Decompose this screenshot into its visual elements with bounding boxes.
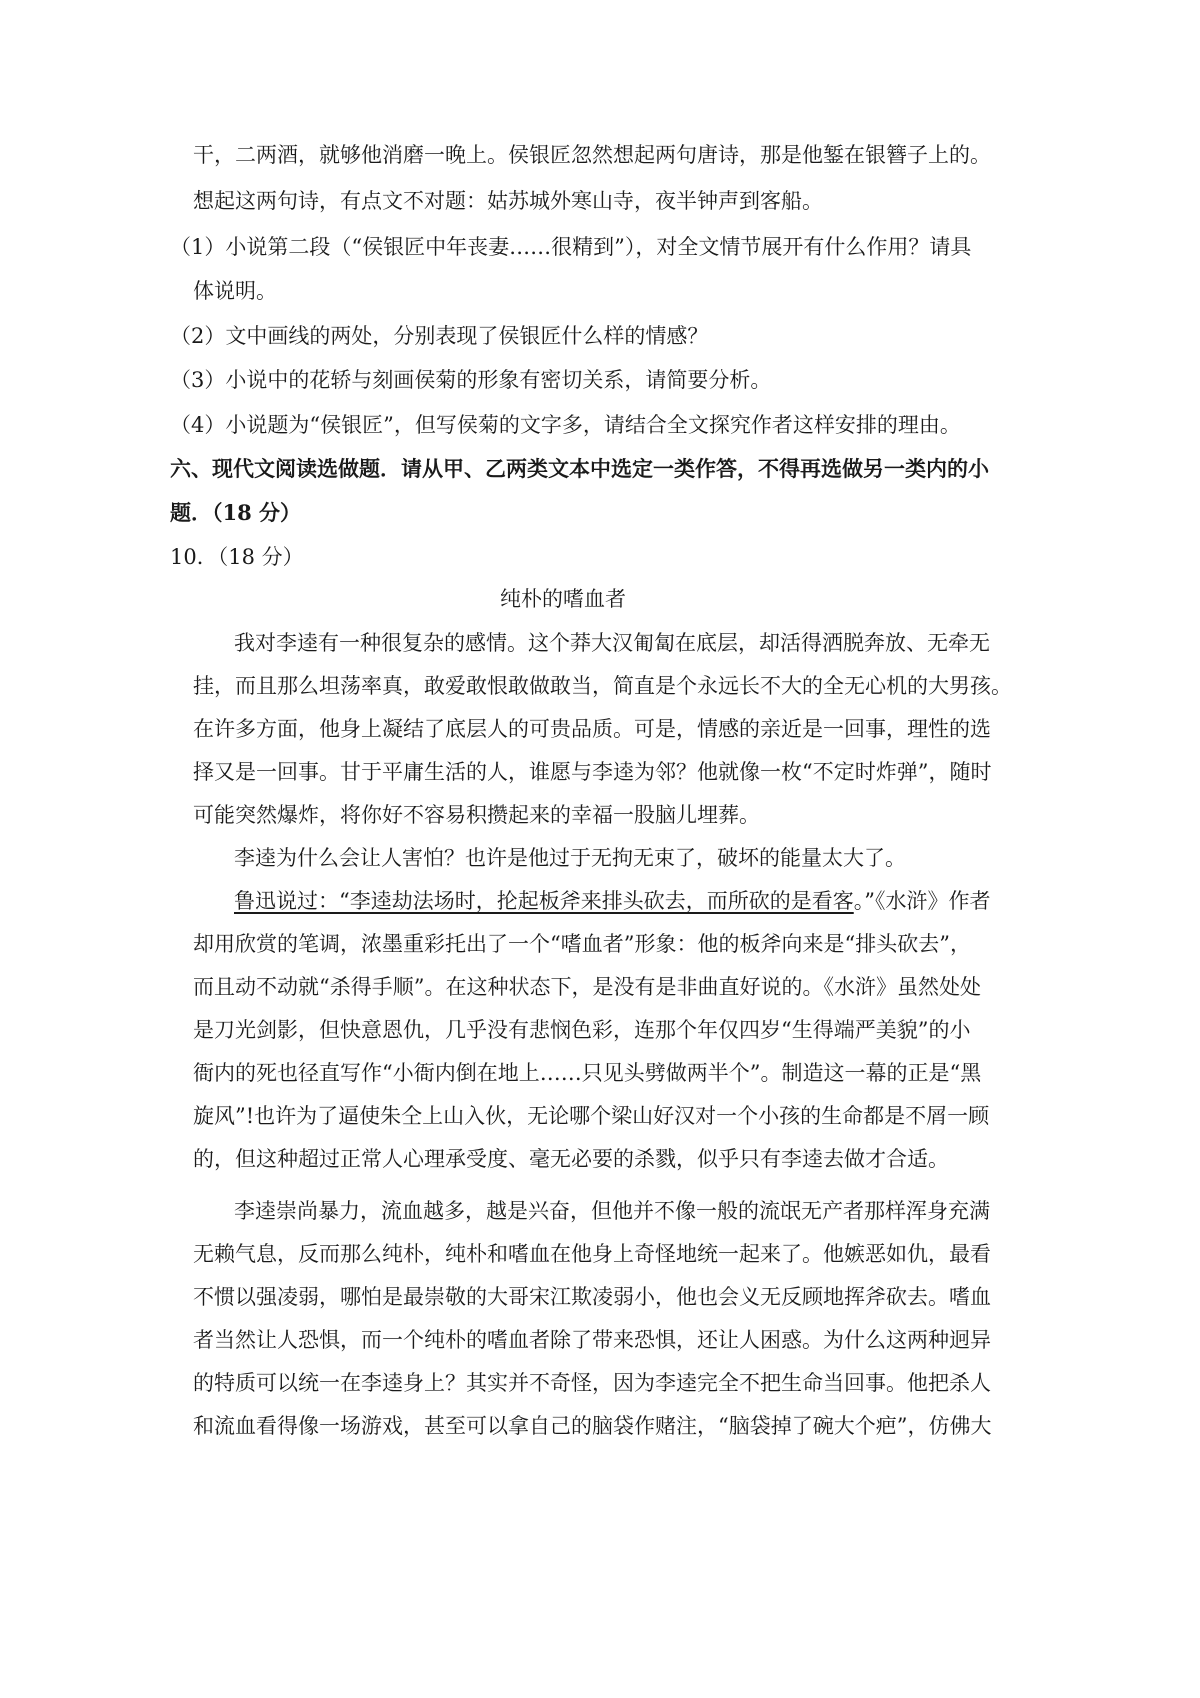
question-2: （2）文中画线的两处，分别表现了侯银匠什么样的情感？ xyxy=(170,324,709,348)
article-p3-line-6: 旋风”!也许为了逼使朱仝上山入伙，无论哪个梁山好汉对一个小孩的生命都是不屑一顾 xyxy=(193,1104,990,1128)
article-p4-line-5: 的特质可以统一在李逵身上？其实并不奇怪，因为李逵完全不把生命当回事。他把杀人 xyxy=(193,1371,991,1395)
question-3: （3）小说中的花轿与刻画侯菊的形象有密切关系，请简要分析。 xyxy=(170,368,772,392)
question-4: （4）小说题为“侯银匠”，但写侯菊的文字多，请结合全文探究作者这样安排的理由。 xyxy=(170,413,961,437)
article-p1-line-3: 在许多方面，他身上凝结了底层人的可贵品质。可是，情感的亲近是一回事，理性的选 xyxy=(193,717,991,741)
article-p3-line-7: 的，但这种超过正常人心理承受度、毫无必要的杀戮，似乎只有李逵去做才合适。 xyxy=(193,1147,949,1171)
article-p4-line-1: 李逵崇尚暴力，流血越多，越是兴奋，但他并不像一般的流氓无产者那样浑身充满 xyxy=(234,1199,990,1223)
article-title: 纯朴的嗜血者 xyxy=(500,587,626,611)
article-p2: 李逵为什么会让人害怕？也许是他过于无拘无束了，破坏的能量太大了。 xyxy=(234,846,906,870)
section-6-heading-line-1: 六、现代文阅读选做题．请从甲、乙两类文本中选定一类作答，不得再选做另一类内的小 xyxy=(170,456,989,481)
article-p3-line-1 xyxy=(234,886,990,916)
article-p1-line-5: 可能突然爆炸，将你好不容易积攒起来的幸福一股脑儿埋葬。 xyxy=(193,803,760,827)
article-p4-line-2: 无赖气息，反而那么纯朴，纯朴和嗜血在他身上奇怪地统一起来了。他嫉恶如仇，最看 xyxy=(193,1242,991,1266)
intro-line-2: 想起这两句诗，有点文不对题：姑苏城外寒山寺，夜半钟声到客船。 xyxy=(193,189,823,213)
article-p3-line-3: 而且动不动就“杀得手顺”。在这种状态下，是没有是非曲直好说的。《水浒》虽然处处 xyxy=(193,975,981,999)
question-1-line-2: 体说明。 xyxy=(193,279,277,303)
section-6-heading-line-2: 题．（18 分） xyxy=(170,500,302,525)
article-p3-line-5: 衙内的死也径直写作“小衙内倒在地上……只见头劈做两半个”。制造这一幕的正是“黑 xyxy=(193,1061,982,1085)
article-p1-line-2: 挂，而且那么坦荡率真，敢爱敢恨敢做敢当，简直是个永远长不大的全无心机的大男孩。 xyxy=(193,674,1012,698)
question-1-line-1: （1）小说第二段（“侯银匠中年丧妻……很精到”），对全文情节展开有什么作用？请具 xyxy=(170,235,972,259)
underlined-quote: 鲁迅说过：“李逵劫法场时，抡起板斧来排头砍去，而所砍的是看客 xyxy=(234,889,854,913)
article-p3-line-1-rest: 。”《水浒》作者 xyxy=(853,889,991,913)
article-p1-line-4: 择又是一回事。甘于平庸生活的人，谁愿与李逵为邻？他就像一枚“不定时炸弹”，随时 xyxy=(193,760,992,784)
item-10-label: 10．（18 分） xyxy=(170,545,304,569)
intro-line-1: 干，二两酒，就够他消磨一晚上。侯银匠忽然想起两句唐诗，那是他錾在银簪子上的。 xyxy=(193,143,991,167)
article-p1-line-1: 我对李逵有一种很复杂的感情。这个莽大汉匍匐在底层，却活得洒脱奔放、无牵无 xyxy=(234,631,990,655)
article-p3-line-4: 是刀光剑影，但快意恩仇，几乎没有悲悯色彩，连那个年仅四岁“生得端严美貌”的小 xyxy=(193,1018,971,1042)
article-p4-line-4: 者当然让人恐惧，而一个纯朴的嗜血者除了带来恐惧，还让人困惑。为什么这两种迥异 xyxy=(193,1328,991,1352)
article-p4-line-3: 不惯以强凌弱，哪怕是最崇敬的大哥宋江欺凌弱小，他也会义无反顾地挥斧砍去。嗜血 xyxy=(193,1285,991,1309)
article-p4-line-6: 和流血看得像一场游戏，甚至可以拿自己的脑袋作赌注，“脑袋掉了碗大个疤”，仿佛大 xyxy=(193,1414,992,1438)
article-p3-line-2: 却用欣赏的笔调，浓墨重彩托出了一个“嗜血者”形象：他的板斧向来是“排头砍去”， xyxy=(193,932,971,956)
